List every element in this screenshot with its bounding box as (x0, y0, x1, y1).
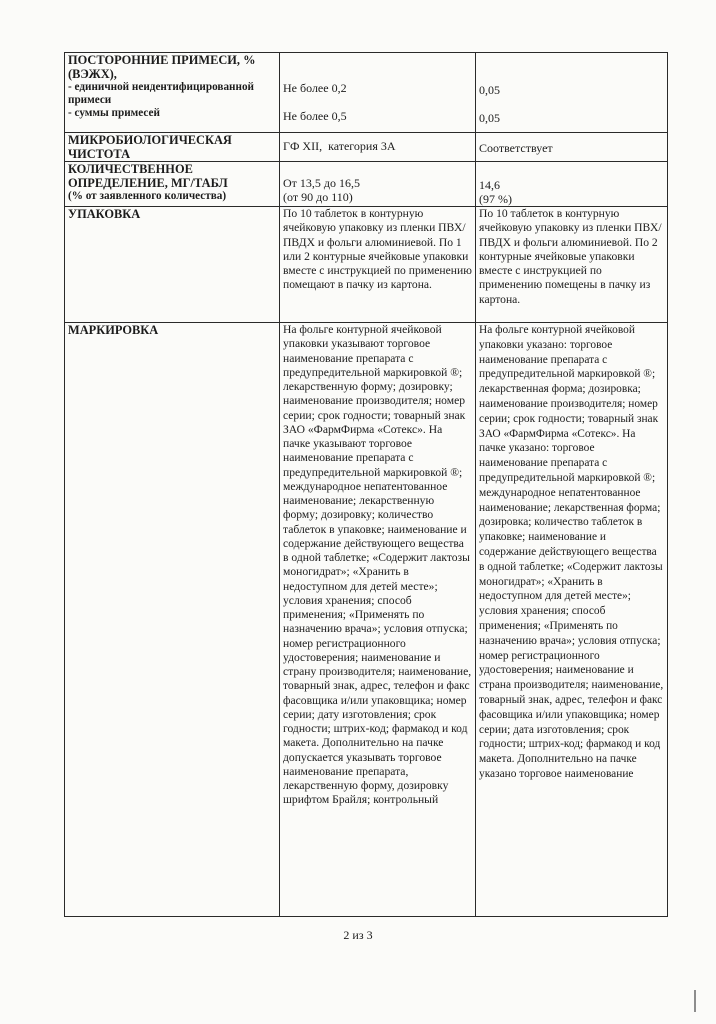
packaging-result-cell (476, 207, 668, 323)
assay-spec-cell (280, 162, 476, 207)
table-row-impurities (65, 53, 668, 133)
marking-spec: На фольге контурной ячейковой упаковки указывают торговое наименование препарата с предупредительной маркировкой ®; лекарственную форму; дозировку; наименование производителя; номер серии; срок годности; товарный знак ЗАО «ФармФирма «Сотекс». На пачке указывают торговое наименование препарата с предупредительной маркировкой ®; международное непатентованное наименование; лекарственную форму; дозировку; количество таблеток в упаковке; наименование и содержание действующего вещества в одной таблетке; «Содержит лактозы моногидрат»; «Хранить в недоступном для детей месте»; условия хранения; способ применения; «Применять по назначению врача»; условия отпуска; номер регистрационного удостоверения; наименование и страну производителя; наименование, товарный знак, адрес, телефон и факс фасовщика и/или упаковщика; номер серии; дату изготовления; срок годности; штрих-код; фармакод и код макета. Дополнительно на пачке допускается указывать торговое наименование препарата, лекарственную форму, дозировку шрифтом Брайля; контрольный (283, 323, 472, 807)
packaging-title: УПАКОВКА (68, 207, 141, 221)
impurities-method: (ВЭЖХ), (68, 67, 117, 81)
marking-name-cell (65, 323, 280, 917)
scan-margin-mark (694, 990, 696, 1012)
impurities-sum-spec: Не более 0,5 (283, 109, 347, 123)
table-row-assay (65, 162, 668, 207)
assay-title: КОЛИЧЕСТВЕННОЕ ОПРЕДЕЛЕНИЕ, МГ/ТАБЛ (68, 162, 228, 190)
marking-result: На фольге контурной ячейковой упаковки указано: торговое наименование препарата с предупредительной маркировкой ®; лекарственная форма; дозировка; наименование производителя; номер серии; срок годности; товарный знак ЗАО «ФармФирма «Сотекс». На пачке указано: торговое наименование препарата с предупредительной маркировкой ®; международное непатентованное наименование; лекарственная форма; дозировка; количество таблеток в упаковке; наименование и содержание действующего вещества в одной таблетке; «Содержит лактозы моногидрат»; «Хранить в недоступном для детей месте»; условия хранения; способ применения; «Применять по назначению врача»; условия отпуска; номер регистрационного удостоверения; наименование и страна производителя; наименование, товарный знак, адрес, телефон и факс фасовщика и/или упаковщика; номер серии; дата изготовления; срок годности; штрих-код; фармакод и код макета. Дополнительно на пачке указано торговое наименование (479, 324, 664, 780)
assay-result-cell (476, 162, 668, 207)
assay-spec-percent: (от 90 до 110) (283, 190, 353, 204)
table-row-packaging (65, 207, 668, 323)
assay-result-percent: (97 %) (479, 192, 512, 206)
assay-spec-range: От 13,5 до 16,5 (283, 176, 361, 190)
packaging-spec-cell (280, 207, 476, 323)
packaging-name-cell (65, 207, 280, 323)
impurities-sum-label: - суммы примесей (68, 107, 160, 119)
microbiology-spec-cell (280, 133, 476, 162)
table-row-microbiology (65, 133, 668, 162)
page-number: 2 из 3 (343, 928, 373, 942)
impurities-single-label: - единичной неидентифицированной примеси (68, 81, 254, 106)
microbiology-title: МИКРОБИОЛОГИЧЕСКАЯ ЧИСТОТА (68, 133, 232, 161)
impurities-sum-result: 0,05 (479, 111, 500, 125)
table-row-marking (65, 323, 668, 917)
assay-name-cell (65, 162, 280, 207)
impurities-result-cell (476, 53, 668, 133)
microbiology-spec: ГФ XII, категория 3А (283, 139, 396, 153)
microbiology-name-cell (65, 133, 280, 162)
assay-subtitle: (% от заявленного количества) (68, 190, 227, 202)
marking-title: МАРКИРОВКА (68, 323, 159, 337)
impurities-name-cell (65, 53, 280, 133)
impurities-title: ПОСТОРОННИЕ ПРИМЕСИ, % (68, 53, 256, 67)
marking-result-cell (476, 323, 668, 917)
packaging-result: По 10 таблеток в контурную ячейковую упаковку из пленки ПВХ/ПВДХ и фольги алюминиевой. По 2 контурные ячейковые упаковки вместе с инструкцией по применению помещены в пачку из картона. (479, 207, 662, 306)
microbiology-result: Соответствует (479, 141, 553, 155)
marking-spec-cell (280, 323, 476, 917)
packaging-spec: По 10 таблеток в контурную ячейковую упаковку из пленки ПВХ/ПВДХ и фольги алюминиевой. По 1 или 2 контурные ячейковые упаковки вместе с инструкцией по применению помещают в пачку из картона. (283, 207, 472, 292)
impurities-single-result: 0,05 (479, 83, 500, 97)
microbiology-result-cell (476, 133, 668, 162)
impurities-single-spec: Не более 0,2 (283, 81, 347, 95)
specification-table (64, 52, 668, 917)
impurities-spec-cell (280, 53, 476, 133)
assay-result-value: 14,6 (479, 178, 500, 192)
